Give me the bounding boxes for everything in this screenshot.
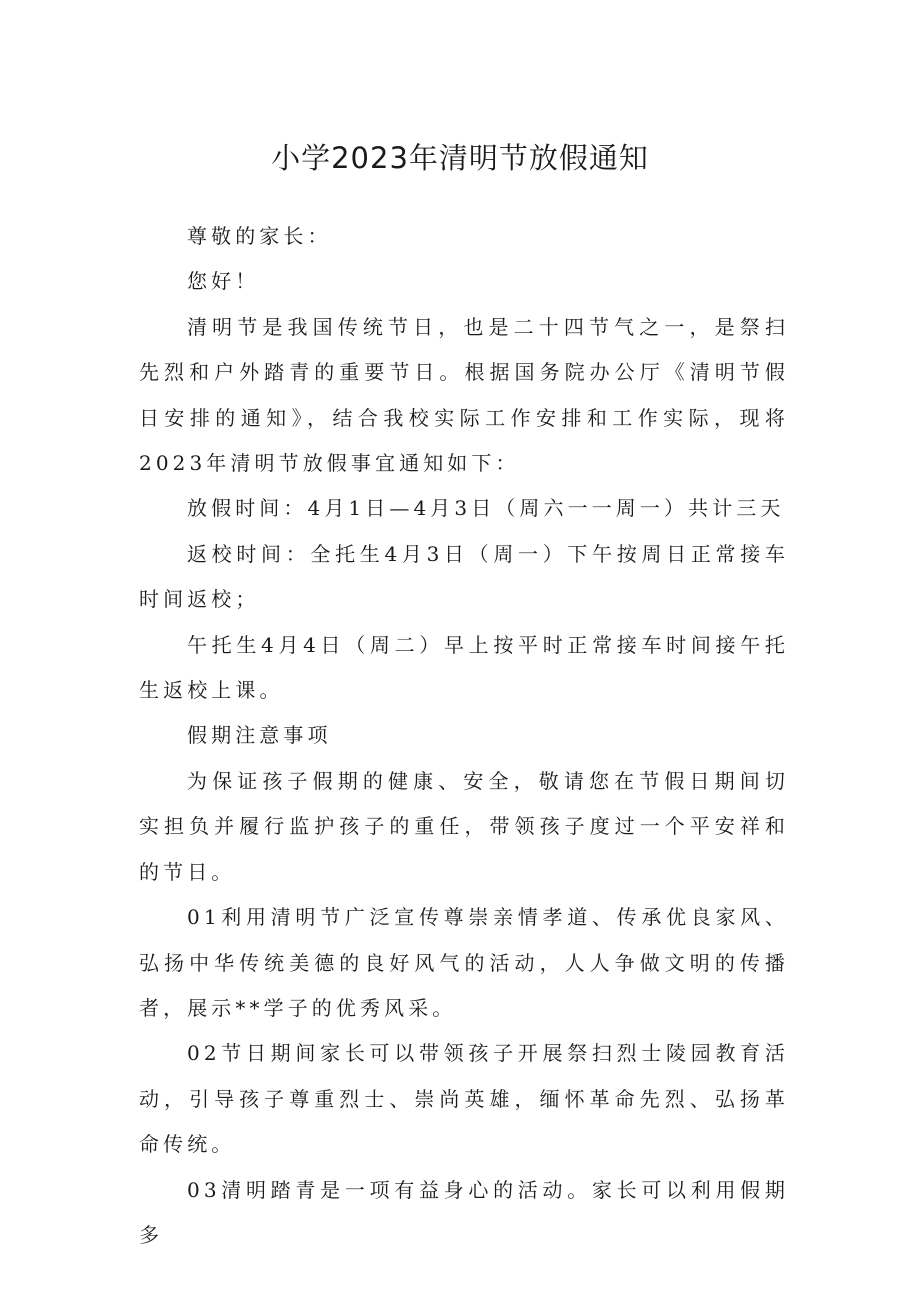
safety-paragraph: 为保证孩子假期的健康、安全，敬请您在节假日期间切实担负并履行监护孩子的重任，带领孩子度过一个平安祥和的节日。 [139, 768, 789, 884]
item-03: 03清明踏青是一项有益身心的活动。家长可以利用假期多 [139, 1177, 789, 1247]
return-time-day-students: 午托生4月4日（周二）早上按平时正常接车时间接午托生返校上课。 [139, 632, 789, 703]
intro-paragraph: 清明节是我国传统节日，也是二十四节气之一，是祭扫先烈和户外踏青的重要节日。根据国务院办公厅《清明节假日安排的通知》，结合我校实际工作安排和工作实际，现将2023年清明节放假事宜通知如下： [139, 314, 789, 476]
item-01: 01利用清明节广泛宣传尊崇亲情孝道、传承优良家风、弘扬中华传统美德的良好风气的活动，人人争做文明的传播者，展示**学子的优秀风采。 [139, 905, 789, 1020]
return-time-boarding: 返校时间：全托生4月3日（周一）下午按周日正常接车时间返校； [139, 541, 789, 612]
document-body [139, 214, 789, 1258]
section-heading: 假期注意事项 [187, 723, 332, 748]
greeting: 您好！ [187, 269, 260, 294]
item-02: 02节日期间家长可以带领孩子开展祭扫烈士陵园教育活动，引导孩子尊重烈士、崇尚英雄，缅怀革命先烈、弘扬革命传统。 [139, 1041, 789, 1157]
document-title: 小学2023年清明节放假通知 [271, 141, 649, 175]
holiday-dates: 放假时间：4月1日—4月3日（周六一一周一）共计三天 [187, 496, 785, 521]
salutation: 尊敬的家长： [187, 224, 332, 248]
